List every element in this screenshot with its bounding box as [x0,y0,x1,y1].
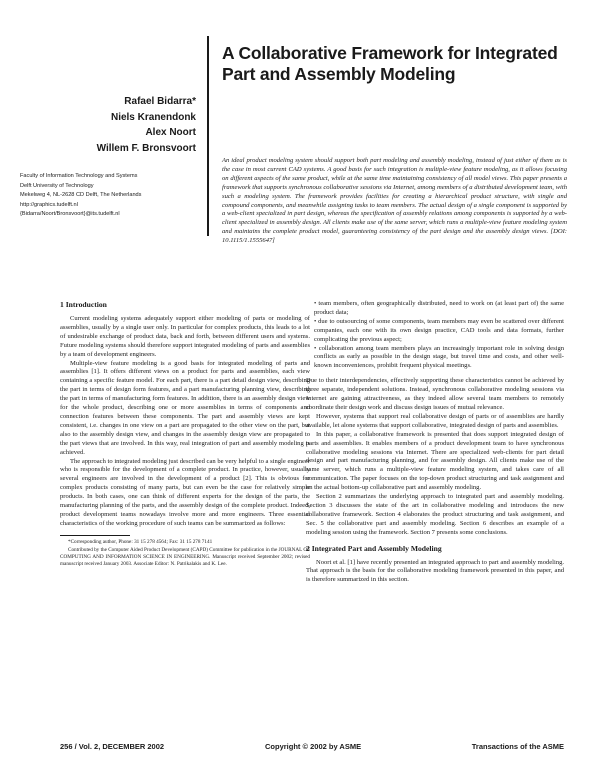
author-name: Willem F. Bronsvoort [96,142,196,154]
bullet-item: • due to outsourcing of some components, team members may even be scattered over different companies, each one with its own design practice, CAD tools and data formats, further complicating the previous aspect; [314,317,564,343]
author-name: Alex Noort [145,127,196,138]
paragraph: Multiple-view feature modeling is a good basis for integrated modeling of parts and assemblies [1]. It offers different views on a product for parts and assemblies, each view containing a specific feature model. For each part, there is a part detail design view, describing the part in terms of design form features, and a part manufacturing planning view, describing the part in terms of manufacturing form features. In addition, there is an assembly design view for the whole product, describing one or more assemblies in terms of components and connection features between these components. The part and assembly views are kept consistent, i.e. changes in one view on a part are propagated to the other view on the part, but also to the assembly design view, and changes in the assembly design view are propagated to the part views that are involved. In this way, real integration of part and assembly modeling is achieved. [60,359,310,456]
affiliation-line: Faculty of Information Technology and Systems [20,173,138,179]
footnote: Contributed by the Computer Aided Product Development (CAPD) Committee for publication in the JOURNAL OF COMPUTING AND INFORMATION SCIENCE IN ENGINEERING. Manuscript received September 2002; revised manuscript received January 2003. Associate Editor: N. Patrikalakis and K. Lee. [60,546,310,567]
footnote: *Corresponding author, Phone: 31 15 278 4564; Fax: 31 15 278 7141 [68,539,213,546]
paragraph: Section 2 summarizes the underlying approach to integrated part and assembly modeling. Section 3 discusses the state of the art in collaborative modeling and introduces the new collaborative framework. Section 4 elaborates the product structuring and task assignment, and Sec. 5 the collaborative part and assembly modeling. Section 6 describes an example of a modeling session using the framework. Section 7 presents some conclusions. [306,493,564,536]
footer-page-info: 256 / Vol. 2, DECEMBER 2002 [60,742,165,751]
paragraph: Noort et al. [1] have recently presented an integrated approach to part and assembly modeling. That approach is the basis for the collaborative modeling framework presented in this paper, and is therefore summarized in this section. [306,558,564,584]
affiliation-url: http://graphics.tudelft.nl [20,201,78,208]
affiliation-line: Mekelweg 4, NL-2628 CD Delft, The Netherlands [20,192,142,198]
footnotes [60,539,310,568]
footer-copyright: Copyright © 2002 by ASME [265,742,362,751]
paper-title: A Collaborative Framework for Integrated Part and Assembly Modeling [222,43,558,84]
paragraph: Due to their interdependencies, effectively supporting these characteristics cannot be achieved by three separate, independent solutions. Instead, synchronous collaborative modeling sessions via Internet are gaining attractiveness, as they indeed allow several team members to remotely coordinate their design work and discuss design issues of mutual relevance. [306,377,564,411]
paragraph: However, systems that support real collaborative design of parts or of assemblies are hardly available, let alone systems that support collaborative, integrated design of parts and assemblies. [306,412,564,429]
page-footer [60,740,564,754]
paragraph: In this paper, a collaborative framework is presented that does support integrated design of parts and assemblies. It enables members of a product development team to have synchronous collaborative modeling sessions via Internet. There are specialized web-clients for part detail design and part manufacturing planning, and for assembly design. All clients make use of the same server, which runs a multiple-view feature modeling system, and takes care of all communication. The paper focuses on the top-down product structuring and task assignment and on the actual bottom-up collaborative part and assembly modeling. [306,430,564,492]
affiliation-line: Delft University of Technology [20,182,94,189]
left-column [60,300,310,568]
bullet-item: • team members, often geographically distributed, need to work on (at least part of) the same product data; [314,300,564,316]
author-list [20,94,196,156]
affiliation [20,172,200,220]
title-rule [207,36,209,236]
section-heading: 2 Integrated Part and Assembly Modeling [306,543,442,553]
abstract: An ideal product modeling system should support both part modeling and assembly modeling, instead of just either of them as is the case in most current CAD systems. A good basis for such integration is multiple-view feature modeling, as it allows focusing on different aspects of the same product, while at the same time maintaining consistency of all model views. This paper presents a framework that supports synchronous collaborative sessions via Internet, among members of a distributed development team, with such a modeling system. The framework provides facilities for creating a hierarchical product structure, with single and compound components, and meanwhile assigning tasks to team members. The actual design of a single component is supported by a web-client specialized in part design, whereas the specification of assembly relations among components is supported by a web-client specialized in assembly design. All clients make use of the same server, which runs a multiple-view feature modeling system and maintains the complete product model, guaranteeing consistency of the part design and the assembly design views. [DOI: 10.1115/1.1555647] [222,157,567,245]
author-name: Niels Kranendonk [110,111,196,123]
author-name: Rafael Bidarra* [124,96,196,107]
footer-journal: Transactions of the ASME [471,742,564,751]
right-column [306,300,564,585]
section-heading: 1 Introduction [60,300,107,309]
footnote-divider [60,535,130,536]
paragraph: The approach to integrated modeling just described can be very helpful to a single engineer who is responsible for the development of a complete product. In practice, however, usually several engineers are involved in the development of a product [2]. This is obvious for complex products consisting of many parts, but can even be the case for relatively simple products. In both cases, one can think of different experts for the design of the parts, the manufacturing planning of the parts, and the assembly design of the complete product. Indeed, product development teams nowadays involve more and more engineers. Three essential characteristics of the working procedure of such teams can be summarized as follows: [60,457,310,527]
bullet-item: • collaboration among team members plays an increasingly important role in solving design conflicts as early as possible in the design stage, but travel time and costs, and other well-known inconveniences, prohibit frequent physical meetings. [314,344,564,370]
affiliation-email: {Bidarra/Noort/Bronsvoort}@its.tudelft.nl [20,211,120,217]
paragraph: Current modeling systems adequately support either modeling of parts or modeling of assemblies, usually by a single user only. In particular for complex products, this leads to a lot of undesirable exchange of product data, back and forth, between different users and systems. Future modeling systems should therefore support integrated modeling of parts and assemblies by a team of development engineers. [60,315,310,358]
